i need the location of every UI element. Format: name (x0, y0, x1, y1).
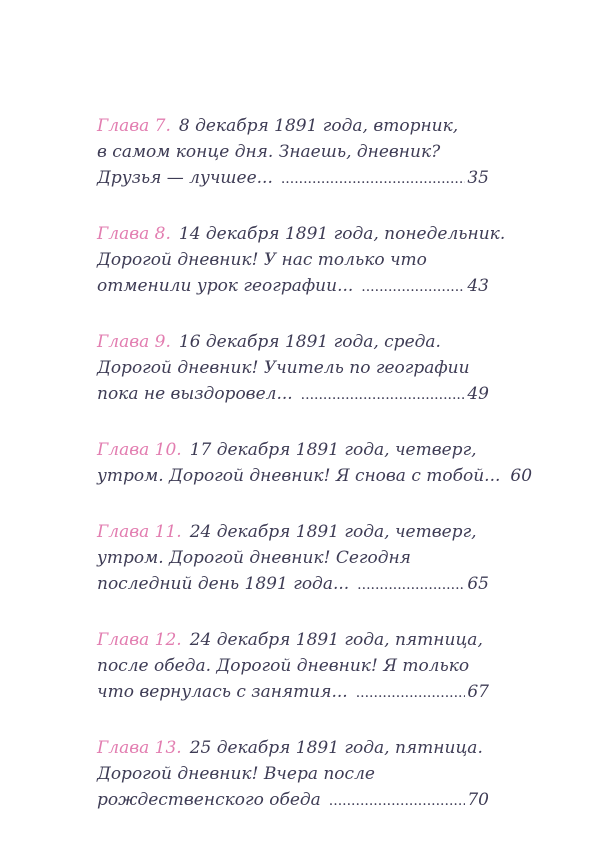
toc-line (97, 355, 489, 381)
toc-entry-chapter-10 (97, 437, 533, 489)
toc-line (97, 761, 489, 787)
toc-line (97, 627, 489, 653)
entry-title-line: утром. Дорогой дневник! Сегодня (97, 548, 411, 568)
entry-title-line: Друзья — лучшее... (97, 168, 273, 188)
toc-line (97, 787, 489, 813)
toc-line (97, 273, 489, 299)
chapter-label: Глава 7. (97, 116, 171, 136)
page-number: 65 (467, 574, 489, 594)
toc-line (97, 113, 489, 139)
toc-entry-chapter-9 (97, 329, 489, 407)
toc-line (97, 463, 533, 489)
entry-title-line: 14 декабря 1891 года, понедельник. (178, 224, 506, 244)
entry-title-line: после обеда. Дорогой дневник! Я только (97, 656, 470, 676)
entry-title-line: 17 декабря 1891 года, четверг, (189, 440, 477, 460)
page-number: 67 (467, 682, 489, 702)
entry-title-line: 16 декабря 1891 года, среда. (178, 332, 441, 352)
page-number: 35 (467, 168, 489, 188)
entry-title-line: Дорогой дневник! Учитель по географии (97, 358, 470, 378)
chapter-label: Глава 10. (97, 440, 182, 460)
toc-line (97, 519, 489, 545)
chapter-label: Глава 8. (97, 224, 171, 244)
entry-title-line: 25 декабря 1891 года, пятница. (189, 738, 483, 758)
toc-entry-chapter-7 (97, 113, 489, 191)
table-of-contents (97, 113, 533, 843)
toc-line (97, 381, 489, 407)
chapter-label: Глава 11. (97, 522, 182, 542)
toc-line (97, 545, 489, 571)
page-number: 43 (467, 276, 489, 296)
dot-leader (361, 274, 465, 300)
entry-title-line: отменили урок географии... (97, 276, 354, 296)
toc-entry-chapter-8 (97, 221, 506, 299)
dot-leader (329, 788, 466, 814)
page-number: 60 (510, 466, 533, 486)
toc-entry-chapter-12 (97, 627, 489, 705)
entry-title-line: последний день 1891 года... (97, 574, 350, 594)
toc-entry-chapter-11 (97, 519, 489, 597)
entry-title-line: Дорогой дневник! Вчера после (97, 764, 375, 784)
page-number: 70 (467, 790, 489, 810)
entry-title-line: Дорогой дневник! У нас только что (97, 250, 427, 270)
chapter-label: Глава 12. (97, 630, 182, 650)
entry-title-line: 8 декабря 1891 года, вторник, (178, 116, 459, 136)
entry-title-line: утром. Дорогой дневник! Я снова с тобой... (97, 466, 501, 486)
toc-entry-chapter-13 (97, 735, 489, 813)
toc-line (97, 653, 489, 679)
chapter-label: Глава 13. (97, 738, 182, 758)
page-number: 49 (467, 384, 489, 404)
dot-leader (281, 166, 466, 192)
toc-line (97, 221, 506, 247)
toc-line (97, 571, 489, 597)
entry-title-line: в самом конце дня. Знаешь, дневник? (97, 142, 441, 162)
toc-line (97, 437, 489, 463)
entry-title-line: рождественского обеда (97, 790, 321, 810)
dot-leader (301, 382, 466, 408)
entry-title-line: 24 декабря 1891 года, пятница, (189, 630, 483, 650)
toc-line (97, 139, 489, 165)
toc-line (97, 735, 489, 761)
toc-line (97, 165, 489, 191)
entry-title-line: 24 декабря 1891 года, четверг, (189, 522, 477, 542)
toc-line (97, 247, 489, 273)
dot-leader (357, 572, 465, 598)
entry-title-line: что вернулась с занятия... (97, 682, 348, 702)
toc-line (97, 329, 489, 355)
toc-line (97, 679, 489, 705)
entry-title-line: пока не выздоровел... (97, 384, 293, 404)
dot-leader (356, 680, 466, 706)
chapter-label: Глава 9. (97, 332, 171, 352)
